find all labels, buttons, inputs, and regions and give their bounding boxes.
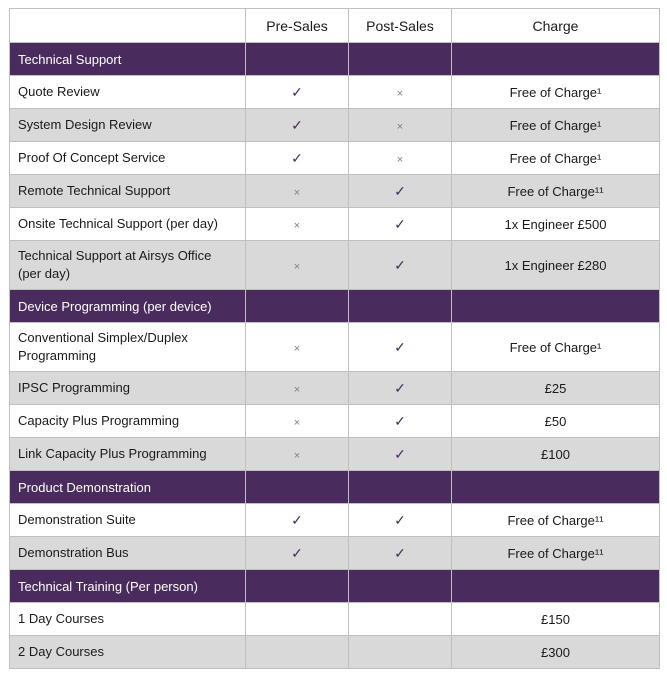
row-charge: £150 bbox=[452, 603, 660, 636]
cross-icon: × bbox=[293, 342, 301, 355]
cross-icon: × bbox=[293, 383, 301, 396]
check-icon: ✓ bbox=[291, 116, 303, 133]
cross-icon: × bbox=[293, 416, 301, 429]
row-label: 1 Day Courses bbox=[10, 603, 246, 636]
services-table bbox=[9, 8, 660, 669]
check-icon: ✓ bbox=[394, 511, 406, 528]
table-row bbox=[10, 76, 660, 109]
row-charge: £25 bbox=[452, 372, 660, 405]
post-sales-cell bbox=[349, 636, 452, 669]
table-row bbox=[10, 241, 660, 290]
cross-icon: × bbox=[293, 219, 301, 232]
check-icon: ✓ bbox=[394, 445, 406, 462]
section-title: Device Programming (per device) bbox=[10, 290, 246, 323]
row-charge: Free of Charge¹¹ bbox=[452, 504, 660, 537]
check-icon: ✓ bbox=[394, 215, 406, 232]
cross-icon: × bbox=[293, 449, 301, 462]
section-row bbox=[10, 290, 660, 323]
row-charge: 1x Engineer £500 bbox=[452, 208, 660, 241]
cross-icon: × bbox=[396, 120, 404, 133]
table-row bbox=[10, 372, 660, 405]
row-charge: Free of Charge¹¹ bbox=[452, 537, 660, 570]
check-icon: ✓ bbox=[291, 511, 303, 528]
check-icon: ✓ bbox=[291, 149, 303, 166]
check-icon: ✓ bbox=[291, 544, 303, 561]
section-title: Technical Training (Per person) bbox=[10, 570, 246, 603]
check-icon: ✓ bbox=[394, 338, 406, 355]
header-post-sales: Post-Sales bbox=[349, 9, 452, 43]
table-row bbox=[10, 323, 660, 372]
row-charge: £300 bbox=[452, 636, 660, 669]
table-row bbox=[10, 175, 660, 208]
row-label: IPSC Programming bbox=[10, 372, 246, 405]
row-label: Onsite Technical Support (per day) bbox=[10, 208, 246, 241]
section-title: Technical Support bbox=[10, 43, 246, 76]
row-label: Conventional Simplex/Duplex Programming bbox=[10, 323, 246, 372]
check-icon: ✓ bbox=[394, 544, 406, 561]
row-charge: Free of Charge¹ bbox=[452, 76, 660, 109]
cross-icon: × bbox=[396, 153, 404, 166]
row-label: Demonstration Bus bbox=[10, 537, 246, 570]
pre-sales-cell bbox=[246, 636, 349, 669]
row-charge: 1x Engineer £280 bbox=[452, 241, 660, 290]
row-label: Quote Review bbox=[10, 76, 246, 109]
row-charge: £50 bbox=[452, 405, 660, 438]
row-charge: Free of Charge¹¹ bbox=[452, 175, 660, 208]
table-row bbox=[10, 636, 660, 669]
header-charge: Charge bbox=[452, 9, 660, 43]
row-label: Remote Technical Support bbox=[10, 175, 246, 208]
header-pre-sales: Pre-Sales bbox=[246, 9, 349, 43]
section-title: Product Demonstration bbox=[10, 471, 246, 504]
table-row bbox=[10, 208, 660, 241]
row-label: Capacity Plus Programming bbox=[10, 405, 246, 438]
cross-icon: × bbox=[293, 186, 301, 199]
pre-sales-cell bbox=[246, 603, 349, 636]
row-label: Demonstration Suite bbox=[10, 504, 246, 537]
cross-icon: × bbox=[293, 260, 301, 273]
table-row bbox=[10, 142, 660, 175]
check-icon: ✓ bbox=[394, 182, 406, 199]
row-charge: £100 bbox=[452, 438, 660, 471]
row-charge: Free of Charge¹ bbox=[452, 142, 660, 175]
check-icon: ✓ bbox=[291, 83, 303, 100]
section-row bbox=[10, 570, 660, 603]
row-label: System Design Review bbox=[10, 109, 246, 142]
table-row bbox=[10, 109, 660, 142]
row-charge: Free of Charge¹ bbox=[452, 323, 660, 372]
table-row bbox=[10, 504, 660, 537]
row-charge: Free of Charge¹ bbox=[452, 109, 660, 142]
cross-icon: × bbox=[396, 87, 404, 100]
table-row bbox=[10, 438, 660, 471]
row-label: Link Capacity Plus Programming bbox=[10, 438, 246, 471]
post-sales-cell bbox=[349, 603, 452, 636]
header-blank bbox=[10, 9, 246, 43]
check-icon: ✓ bbox=[394, 412, 406, 429]
row-label: 2 Day Courses bbox=[10, 636, 246, 669]
row-label: Technical Support at Airsys Office (per day) bbox=[10, 241, 246, 290]
section-row bbox=[10, 43, 660, 76]
header-row bbox=[10, 9, 660, 43]
table-row bbox=[10, 537, 660, 570]
row-label: Proof Of Concept Service bbox=[10, 142, 246, 175]
table-row bbox=[10, 405, 660, 438]
check-icon: ✓ bbox=[394, 379, 406, 396]
section-row bbox=[10, 471, 660, 504]
check-icon: ✓ bbox=[394, 256, 406, 273]
table-row bbox=[10, 603, 660, 636]
